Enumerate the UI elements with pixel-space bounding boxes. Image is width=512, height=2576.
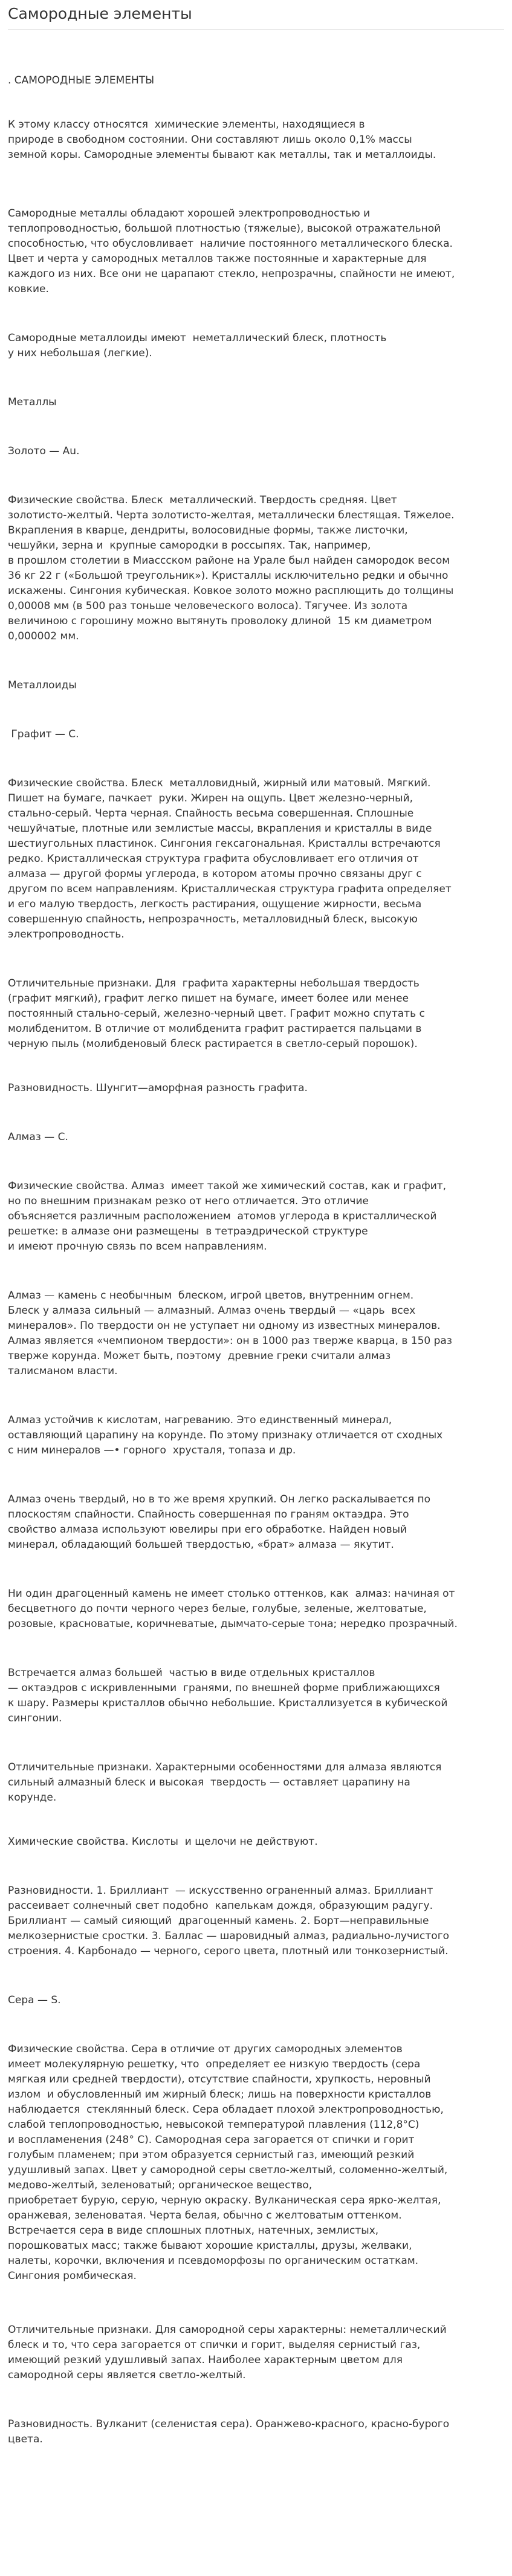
- paragraph-diamond-colors: Ни один драгоценный камень не имеет столько оттенков, как алмаз: начиная от бесцветного до почти черного через белые, голубые, зеленые, желтоватые, розовые, красноватые, коричневатые, дымчато-серые тона; нередко прозрачный.: [8, 1588, 458, 1630]
- section-heading-native-elements: . САМОРОДНЫЕ ЭЛЕМЕНТЫ: [8, 74, 155, 86]
- paragraph-sulfur-variety: Разновидность. Вулканит (селенистая сера). Оранжево-красного, красно-бурого цвета.: [8, 2418, 450, 2445]
- page-title: Самородные элементы: [8, 5, 192, 22]
- section-heading-metals: Металлы: [8, 396, 57, 408]
- paragraph-graphite-physical: Физические свойства. Блеск металловидный, жирный или матовый. Мягкий. Пишет на бумаге, пачкает руки. Жирен на ощупь. Цвет железно-черный, стально-серый. Черта черная. Спайность весьма совершенная. Сплошные чешуйчатые, плотные или землистые массы, вкрапления и кристаллы в виде шестиугольных пластинок. Сингония гексагональная. Кристаллы встречаются редко. Кристаллическая структура графита обусловливает его отличия от алмаза — другой формы углерода, в котором атомы прочно связаны друг с другом по всем направлениям. Кристаллическая структура графита определяет и его малую твердость, легкость растирания, ощущение жирности, весьма совершенную спайность, непрозрачность, металловидный блеск, высокую электропроводность.: [8, 777, 452, 941]
- paragraph-intro: К этому классу относятся химические элементы, находящиеся в природе в свободном состоянии. Они составляют лишь около 0,1% массы земной коры. Самородные элементы бывают как металлы, так и металлоиды.: [8, 119, 436, 161]
- paragraph-diamond-resistance: Алмаз устойчив к кислотам, нагреванию. Это единственный минерал, оставляющий царапину на корунде. По этому признаку отличается от сходных с ним минералов —• горного хрусталя, топаза и др.: [8, 1414, 443, 1456]
- paragraph-graphite-variety: Разновидность. Шунгит—аморфная разность графита.: [8, 1082, 308, 1094]
- paragraph-native-metals: Самородные металлы обладают хорошей электропроводностью и теплопроводностью, большой плотностью (тяжелые), высокой отражательной способностью, что обусловливает наличие постоянного металлического блеска. Цвет и черта у самородных металлов также постоянные и характерные для каждого из них. Все они не царапают стекло, непрозрачны, спайности не имеют, ковкие.: [8, 207, 455, 295]
- paragraph-diamond-luster: Алмаз — камень с необычным блеском, игрой цветов, внутренним огнем. Блеск у алмаза сильный — алмазный. Алмаз очень твердый — «царь всех минералов». По твердости он не уступает ни одному из известных минералов. Алмаз является «чемпионом твердости»: он в 1000 раз тверже кварца, в 150 раз тверже корунда. Может быть, поэтому древние греки считали алмаз талисманом власти.: [8, 1290, 452, 1377]
- section-heading-sulfur: Сера — S.: [8, 1994, 61, 2006]
- paragraph-native-metalloids: Самородные металлоиды имеют неметаллический блеск, плотность у них небольшая (легкие).: [8, 332, 387, 359]
- title-divider: [8, 29, 504, 30]
- paragraph-sulfur-physical: Физические свойства. Сера в отличие от других самородных элементов имеет молекулярную решетку, что определяет ее низкую твердость (сера мягкая или средней твердости), отсутствие спайности, хрупкость, неровный излом и обусловленный им жирный блеск; лишь на поверхности кристаллов наблюдается стеклянный блеск. Сера обладает плохой электропроводностью, слабой теплопроводностью, невысокой температурой плавления (112,8°С) и воспламенения (248° С). Самородная сера загорается от спички и горит голубым пламенем; при этом образуется сернистый газ, имеющий резкий удушливый запах. Цвет у самородной серы светло-желтый, соломенно-желтый, медово-желтый, зеленоватый; органическое вещество, приобретает бурую, серую, черную окраску. Вулканическая сера ярко-желтая, оранжевая, зеленоватая. Черта белая, обычно с желтоватым оттенком. Встречается сера в виде сплошных плотных, натечных, землистых, порошковатых масс; также бывают хорошие кристаллы, друзы, желваки, налеты, корочки, включения и псевдоморфозы по органическим остаткам. Сингония ромбическая.: [8, 2043, 448, 2282]
- paragraph-diamond-distinctive: Отличительные признаки. Характерными особенностями для алмаза являются сильный алмазный блеск и высокая твердость — оставляет царапину на корунде.: [8, 1761, 442, 1804]
- paragraph-diamond-varieties: Разновидности. 1. Бриллиант — искусственно ограненный алмаз. Бриллиант рассеивает солнечный свет подобно капелькам дождя, образующим радугу. Бриллиант — самый сияющий драгоценный камень. 2. Борт—неправильные мелкозернистые сростки. 3. Баллас — шаровидный алмаз, радиально-лучистого строения. 4. Карбонадо — черного, серого цвета, плотный или тонкозернистый.: [8, 1885, 450, 1957]
- article-body: [8, 73, 504, 2447]
- section-heading-gold: Золото — Au.: [8, 445, 80, 457]
- paragraph-diamond-chemical: Химические свойства. Кислоты и щелочи не действуют.: [8, 1836, 318, 1848]
- paragraph-diamond-occurrence: Встречается алмаз большей частью в виде отдельных кристаллов — октаэдров с искривленными гранями, по внешней форме приближающихся к шару. Размеры кристаллов обычно небольшие. Кристаллизуется в кубической сингонии.: [8, 1667, 448, 1724]
- paragraph-diamond-physical: Физические свойства. Алмаз имеет такой же химический состав, как и графит, но по внешним признакам резко от него отличается. Это отличие объясняется различным расположением атомов углерода в кристаллической решетке: в алмазе они размещены в тетраэдрической структуре и имеют прочную связь по всем направлениям.: [8, 1180, 447, 1253]
- paragraph-gold-physical: Физические свойства. Блеск металлический. Твердость средняя. Цвет золотисто-желтый. Черта золотисто-желтая, металлически блестящая. Тяжелое. Вкрапления в кварце, дендриты, волосовидные формы, также листочки, чешуйки, зерна и крупные самородки в россыпях. Так, например, в прошлом столетии в Миассском районе на Урале был найден самородок весом 36 кг 22 г («Большой треугольник»). Кристаллы исключительно редки и обычно искажены. Сингония кубическая. Ковкое золото можно расплющить до толщины 0,00008 мм (в 500 раз тоньше человеческого волоса). Тягучее. Из золота величиною с горошину можно вытянуть проволоку длиной 15 км диаметром 0,000002 мм.: [8, 494, 455, 642]
- paragraph-sulfur-distinctive: Отличительные признаки. Для самородной серы характерны: неметаллический блеск и то, что сера загорается от спички и горит, выделяя сернистый газ, имеющий резкий удушливый запах. Наиболее характерным цветом для самородной серы является светло-желтый.: [8, 2324, 447, 2381]
- section-heading-metalloids: Металлоиды: [8, 679, 77, 691]
- paragraph-diamond-cleavage: Алмаз очень твердый, но в то же время хрупкий. Он легко раскалывается по плоскостям спайности. Спайность совершенная по граням октаэдра. Это свойство алмаза используют ювелиры при его обработке. Найден новый минерал, обладающий большей твердостью, «брат» алмаза — якутит.: [8, 1493, 431, 1551]
- paragraph-graphite-distinctive: Отличительные признаки. Для графита характерны небольшая твердость (графит мягкий), графит легко пишет на бумаге, имеет более или менее постоянный стально-серый, железно-черный цвет. Графит можно спутать с молибденитом. В отличие от молибденита графит растирается пальцами в черную пыль (молибденовый блеск растирается в светло-серый порошок).: [8, 977, 425, 1050]
- section-heading-graphite: Графит — С.: [8, 728, 79, 740]
- section-heading-diamond: Алмаз — С.: [8, 1131, 68, 1143]
